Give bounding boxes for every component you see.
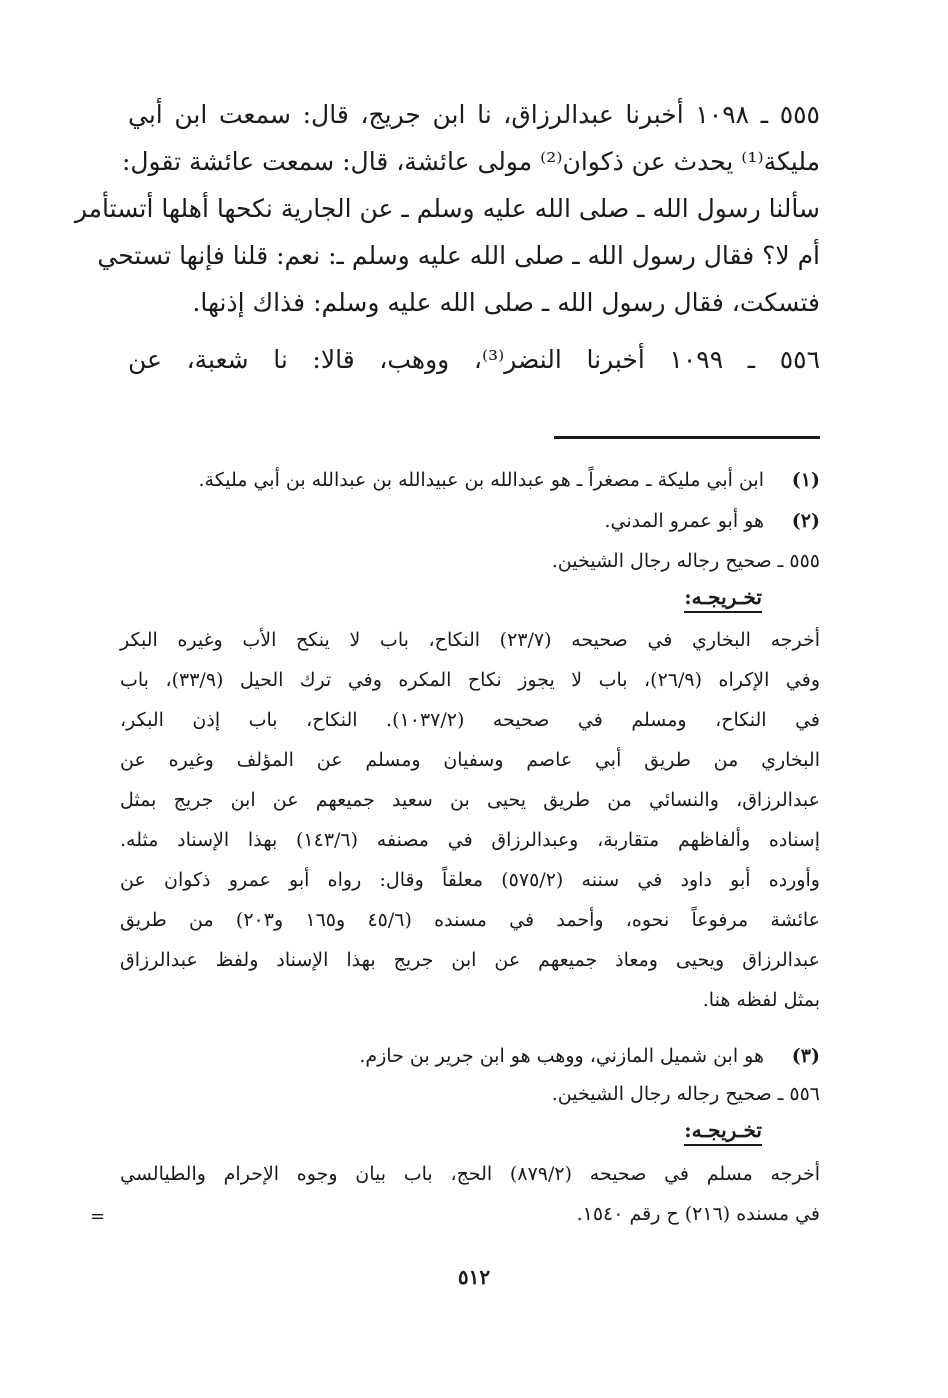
takhrij-555-line-4: البخاري من طريق أبي عاصم وسفيان ومسلم عن المؤلف وغيره عن: [120, 749, 820, 771]
takhrij-555-line-8: عائشة مرفوعاً نحوه، وأحمد في مسنده (٤٥/٦ و١٦٥ و٢٠٣) من طريق: [120, 909, 820, 931]
takhrij-555-line-6: إسناده وألفاظهم متقاربة، وعبدالرزاق في مصنفه (١٤٣/٦) بهذا الإسناد مثله.: [120, 829, 820, 851]
margin-mark: =: [90, 1206, 106, 1227]
takhrij-555-line-1: أخرجه البخاري في صحيحه (٢٣/٧) النكاح، باب لا ينكح الأب وغيره البكر: [120, 629, 821, 651]
footnote-1-number: (١): [791, 469, 820, 491]
main-text-line-6: ٥٥٦ ـ ١٠٩٩ أخبرنا النضر⁽³⁾، ووهب، قالا: نا شعبة، عن: [128, 345, 821, 374]
main-text-line-4: أم لا؟ فقال رسول الله ـ صلى الله عليه وسلم ـ: نعم: قلنا فإنها تستحي: [97, 241, 820, 270]
footnote-2-number: (٢): [791, 510, 820, 532]
footnote-1-text: ابن أبي مليكة ـ مصغراً ـ هو عبدالله بن عبيدالله بن عبدالله بن أبي مليكة.: [198, 469, 764, 491]
hadith-556-grading: ٥٥٦ ـ صحيح رجاله رجال الشيخين.: [551, 1083, 820, 1105]
takhrij-555-line-3: في النكاح، ومسلم في صحيحه (١٠٣٧/٢). النكاح، باب إذن البكر،: [120, 709, 820, 731]
footnote-separator: [554, 436, 820, 439]
takhrij-heading-555: تخـريجـه:: [684, 585, 762, 613]
main-text-line-2: مليكة⁽¹⁾ يحدث عن ذكوان⁽²⁾ مولى عائشة، قال: سمعت عائشة تقول:: [121, 147, 820, 176]
takhrij-heading-556: تخـريجـه:: [684, 1118, 762, 1146]
takhrij-555-line-2: وفي الإكراه (٢٦/٩)، باب لا يجوز نكاح المكره وفي ترك الحيل (٣٣/٩)، باب: [120, 669, 820, 691]
footnote-1: [120, 466, 820, 494]
footnote-2-text: هو أبو عمرو المدني.: [604, 510, 764, 532]
footnote-3-number: (٣): [791, 1045, 820, 1067]
takhrij-556-line-1: أخرجه مسلم في صحيحه (٨٧٩/٢) الحج، باب بيان وجوه الإحرام والطيالسي: [120, 1163, 820, 1185]
takhrij-555-line-7: وأورده أبو داود في سننه (٥٧٥/٢) معلقاً وقال: رواه أبو عمرو ذكوان عن: [120, 869, 820, 891]
main-text-line-5: فتسكت، فقال رسول الله ـ صلى الله عليه وسلم: فذاك إذنها.: [192, 288, 820, 317]
footnote-3-text: هو ابن شميل المازني، ووهب هو ابن جرير بن حازم.: [359, 1045, 764, 1067]
hadith-555-grading: ٥٥٥ ـ صحيح رجاله رجال الشيخين.: [551, 550, 820, 572]
takhrij-555-line-5: عبدالرزاق، والنسائي من طريق يحيى بن سعيد جميعهم عن ابن جريج بمثل: [120, 789, 820, 811]
main-text-line-1: ٥٥٥ ـ ١٠٩٨ أخبرنا عبدالرزاق، نا ابن جريج، قال: سمعت ابن أبي: [128, 100, 820, 129]
takhrij-555-line-9: عبدالرزاق ويحيى ومعاذ جميعهم عن ابن جريج بهذا الإسناد ولفظ عبدالرزاق: [120, 949, 820, 971]
footnote-2: [120, 507, 820, 535]
page-number: ٥١٢: [457, 1265, 491, 1289]
takhrij-555-line-10: بمثل لفظه هنا.: [702, 989, 820, 1011]
takhrij-556-line-2: في مسنده (٢١٦) ح رقم ١٥٤٠.: [576, 1203, 820, 1225]
main-text-line-3: سألنا رسول الله ـ صلى الله عليه وسلم ـ عن الجارية نكحها أهلها أتستأمر: [74, 194, 820, 223]
footnote-3: [120, 1042, 820, 1070]
